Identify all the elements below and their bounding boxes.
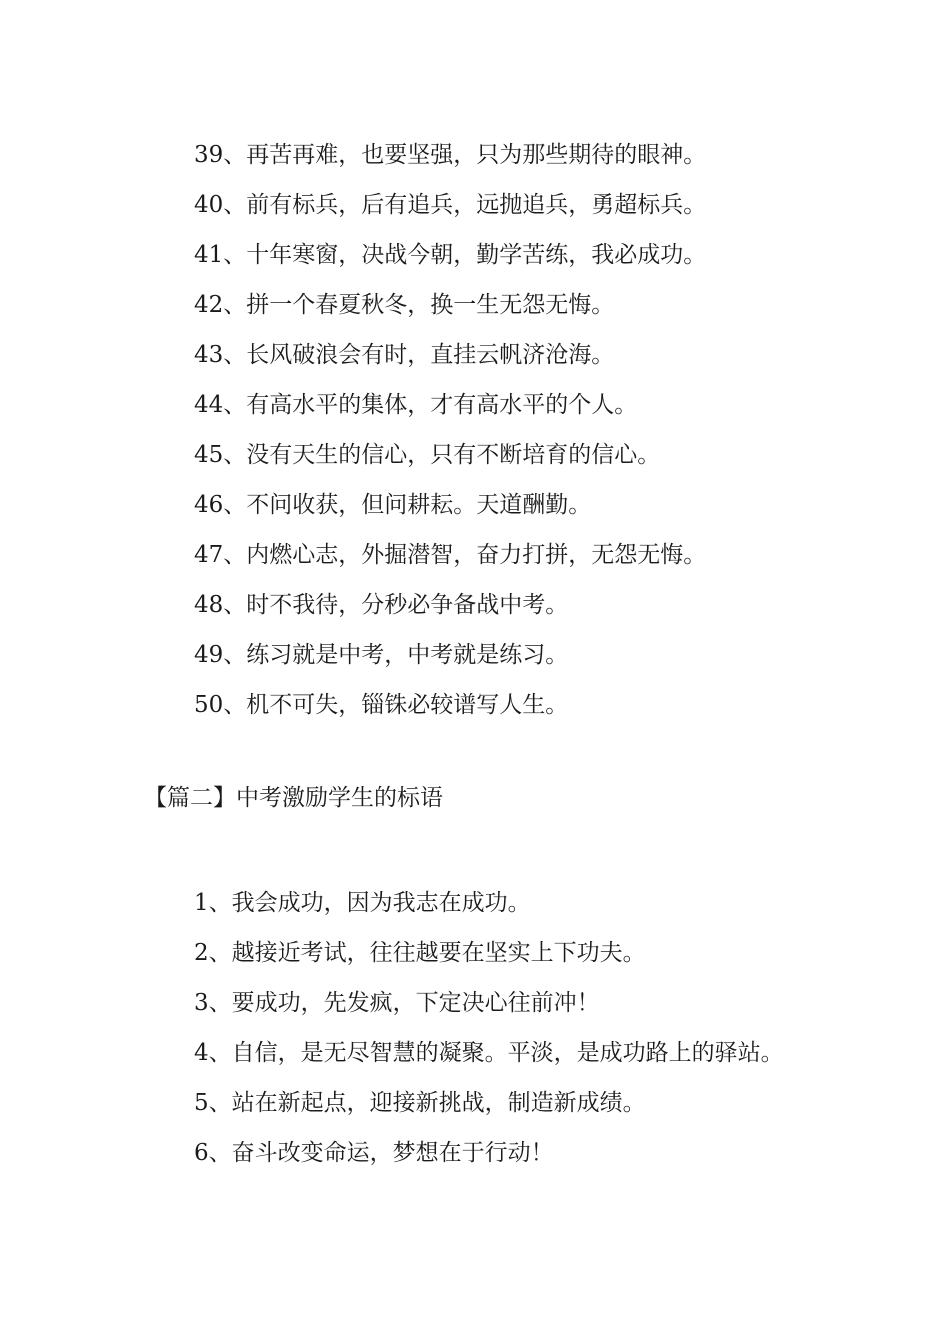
list-item: 40、前有标兵，后有追兵，远抛追兵，勇超标兵。 (194, 192, 707, 218)
slogan-list-1 (144, 130, 814, 730)
list-item: 6、奋斗改变命运，梦想在于行动！ (194, 1140, 554, 1166)
list-item: 48、时不我待，分秒必争备战中考。 (194, 592, 569, 618)
list-item: 5、站在新起点，迎接新挑战，制造新成绩。 (194, 1090, 646, 1116)
list-item: 49、练习就是中考，中考就是练习。 (194, 642, 569, 668)
list-item: 2、越接近考试，往往越要在坚实上下功夫。 (194, 940, 646, 966)
list-item: 43、长风破浪会有时，直挂云帆济沧海。 (194, 342, 615, 368)
list-item: 44、有高水平的集体，才有高水平的个人。 (194, 392, 638, 418)
list-item: 42、拼一个春夏秋冬，换一生无怨无悔。 (194, 292, 615, 318)
slogan-list-2 (144, 878, 814, 1178)
list-item: 39、再苦再难，也要坚强，只为那些期待的眼神。 (194, 142, 707, 168)
list-item: 45、没有天生的信心，只有不断培育的信心。 (194, 442, 661, 468)
list-item: 41、十年寒窗，决战今朝，勤学苦练，我必成功。 (194, 242, 707, 268)
list-item: 47、内燃心志，外掘潜智，奋力打拼，无怨无悔。 (194, 542, 707, 568)
list-item: 3、要成功，先发疯，下定决心往前冲！ (194, 990, 600, 1016)
list-item: 4、自信，是无尽智慧的凝聚。平淡，是成功路上的驿站。 (194, 1040, 784, 1066)
list-item: 46、不问收获，但问耕耘。天道酬勤。 (194, 492, 592, 518)
list-item: 1、我会成功，因为我志在成功。 (194, 890, 531, 916)
section-heading: 【篇二】中考激励学生的标语 (144, 785, 443, 811)
list-item: 50、机不可失，锱铢必较谱写人生。 (194, 692, 569, 718)
